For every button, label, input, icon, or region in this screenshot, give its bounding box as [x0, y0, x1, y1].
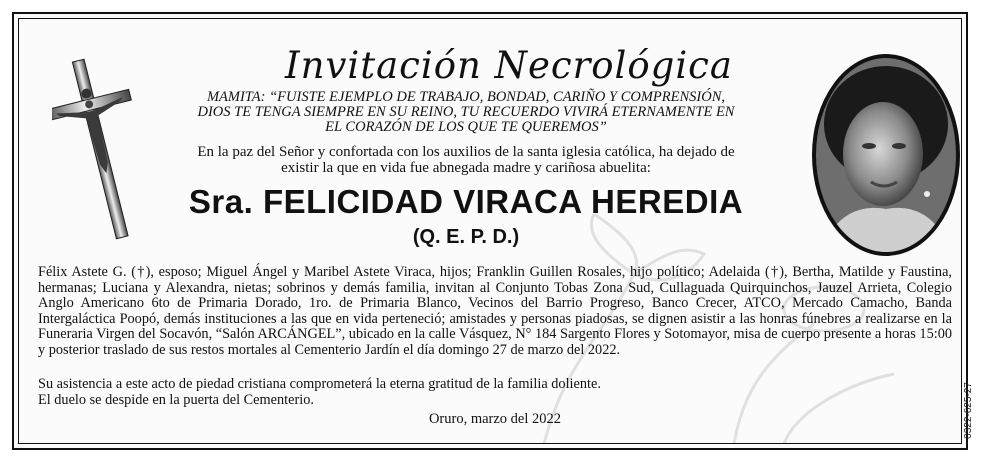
- ad-code: [962, 375, 988, 455]
- portrait-photo: [811, 54, 961, 257]
- dedication-quote: [150, 90, 782, 135]
- invitation-body: [38, 265, 952, 359]
- crucifix-icon: [52, 54, 148, 242]
- intro-line: En la paz del Señor y confortada con los auxilios de la santa iglesia católica, ha dejado de: [197, 144, 735, 160]
- closing-line: El duelo se despide en la puerta del Cementerio.: [38, 391, 314, 408]
- intro-text: [150, 144, 782, 176]
- ad-code-text: 0322-625-27: [962, 382, 974, 439]
- intro-line: existir la que en vida fue abnegada madre y cariñosa abuelita:: [281, 160, 651, 176]
- quote-line: EL CORAZÓN DE LOS QUE TE QUEREMOS”: [325, 119, 607, 135]
- deceased-name: Sra. FELICIDAD VIRACA HEREDIA: [188, 183, 744, 220]
- quote-line: MAMITA: “FUISTE EJEMPLO DE TRABAJO, BONDAD, CARIÑO Y COMPRENSIÓN,: [206, 89, 726, 105]
- place-date: Oruro, marzo del 2022: [428, 411, 562, 427]
- page-title: Invitación Necrológica: [285, 44, 733, 87]
- closing-line: Su asistencia a este acto de piedad cristiana comprometerá la eterna gratitud de la familia doliente.: [38, 376, 601, 392]
- invitation-paragraph: Félix Astete G. (†), esposo; Miguel Ángel y Maribel Astete Viraca, hijos; Franklin Guillen Rosales, hijo político; Adelaida (†), Bertha, Matilde y Faustina, hermanas; Luciana y Alexandra, nietas; sobrinos y demás familia, invitan al Conjunto Tobas Zona Sud, Cullaguada Quirquinchos, Jauzel Arrieta, Colegio Anglo Americano 6to de Primaria Dorado, 1ro. de Primaria Blanco, Vecinos del Barrio Progreso, Banco Crecer, ATCO, Mercado Camacho, Banda Intergaláctica Poopó, demás instituciones a las que en vida perteneció; amistades y personas piadosas, se dignen asistir a las honras fúnebres a realizarse en la Funeraria Virgen del Socavón, “Salón ARCÁNGEL”, ubicado en la calle Vásquez, N° 184 Sargento Flores y Sotomayor, misa de cuerpo presente a horas 15:00 y posterior traslado de sus restos mortales al Cementerio Jardín el día domingo 27 de marzo del 2022.: [38, 264, 952, 358]
- closing-text: [38, 377, 952, 408]
- quote-line: DIOS TE TENGA SIEMPRE EN SU REINO, TU RECUERDO VIVIRÁ ETERNAMENTE EN: [197, 104, 735, 120]
- qepd-label: (Q. E. P. D.): [412, 226, 520, 248]
